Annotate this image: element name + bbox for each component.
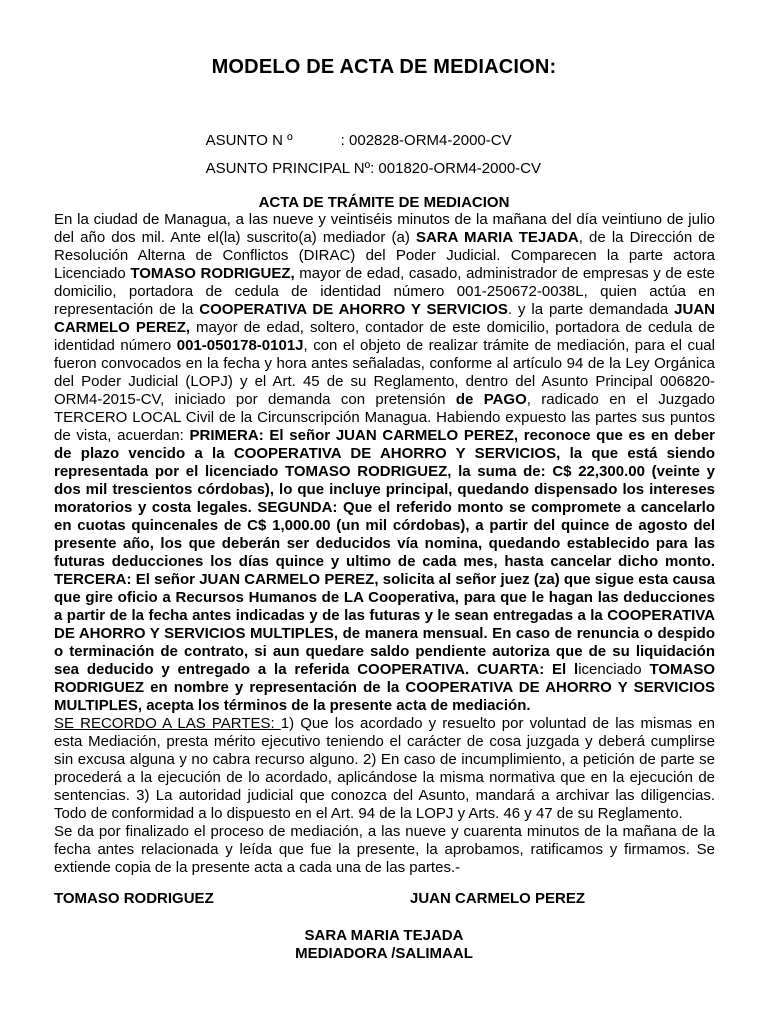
asunto-principal-value: 001820-ORM4-2000-CV [374,160,542,177]
mediator-signature-name: SARA MARIA TEJADA [304,927,464,944]
agreement-clauses: PRIMERA: El señor JUAN CARMELO PEREZ, reconoce que es en deber de plazo vencido a la COOPERATIVA DE AHORRO Y SERVICIOS, la que está siendo representada por el licenciado TOMASO RODRIGUEZ, la suma de: C$ 22,300.00 (veinte y dos mil trescientos córdobas), lo que incluye principal, quedando dispensado los intereses moratorios y costa legales. SEGUNDA: Que el referido monto se compromete a cancelarlo en cuotas quincenales de C$ 1,000.00 (un mil córdobas), a partir del quince de agosto del presente año, los que deberán ser deducidos vía nomina, quedando establecido para las futuras deducciones los días quince y ultimo de cada mes, hasta cancelar dicho monto. TERCERA: El señor JUAN CARMELO PEREZ, solicita al señor juez (za) que sigue esta causa que gire oficio a Recursos Humanos de LA Cooperativa, para que le hagan las deducciones a partir de la fecha antes indicadas y de las futuras y le sean entregadas a la COOPERATIVA DE AHORRO Y SERVICIOS MULTIPLES, de manera mensual. En caso de renuncia o despido o terminación de contrato, si aun quedare saldo pendiente autoriza que de su liquidación sea deducido y entregado a la referida COOPERATIVA. CUARTA: El l [54,427,715,678]
signature-right: JUAN CARMELO PEREZ [410,890,586,907]
id-number-inline: 001-050178-0101J [176,337,304,354]
actor-name-inline: TOMASO RODRIGUEZ, [130,265,295,282]
mediator-name-inline: SARA MARIA TEJADA [415,229,579,246]
text-segment: , radicado en el Juzgado TERCERO LOCAL Civil de la Circunscripción Managua. Habiendo expuesto las partes sus puntos de vista, acuerdan: [54,391,715,444]
closing-paragraph: Se da por finalizado el proceso de mediación, a las nueve y cuarenta minutos de la mañana de la fecha antes relacionada y leída que fue la presente, la aprobamos, ratificamos y firmamos. Se extiende copia de la presente acta a cada una de las partes.- [54,823,715,876]
acta-paragraph-main [54,211,715,823]
defendant-name-inline: JUAN CARMELO PEREZ, [54,301,716,336]
acta-subtitle: ACTA DE TRÁMITE DE MEDIACION [258,194,510,211]
document-title: MODELO DE ACTA DE MEDIACION: [211,56,557,78]
asunto-label: ASUNTO N º [205,132,293,149]
cooperative-name-inline: COOPERATIVA DE AHORRO Y SERVICIOS [199,301,508,318]
text-segment: , con el objeto de realizar trámite de mediación, para el cual fueron convocados en la fecha y hora antes señaladas, conforme al artículo 94 de la Ley Orgánica del Poder Judicial (LOPJ) y el Art. 45 de su Reglamento, dentro del Asunto Principal 006820-ORM4-2015-CV, iniciado por demanda con pretensión [54,337,715,408]
text-segment: mayor de edad, soltero, contador de este domicilio, portadora de cedula de identidad número [54,319,715,354]
text-segment: . y la parte demandada [507,301,675,318]
text-segment: mayor de edad, casado, administrador de empresas y de este domicilio, portadora de cedula de identidad número 001-250672-0038L, quien actúa en representación de la [54,265,715,318]
text-segment: icenciado [578,661,650,678]
signature-left: TOMASO RODRIGUEZ [54,890,214,907]
text-segment: , de la Dirección de Resolución Alterna de Conflictos (DIRAC) del Poder Judicial. Comparecen la parte actora Licenciado [54,229,715,282]
text-segment: En la ciudad de Managua, a las nueve y veintiséis minutos de la mañana del día veintiuno de julio del año dos mil. Ante el(la) suscrito(a) mediador (a) [54,211,715,246]
mediator-signature-role: MEDIADORA /SALIMAAL [295,945,473,962]
claim-type-inline: de PAGO [455,391,527,408]
reminder-text: 1) Que los acordado y resuelto por voluntad de las mismas en esta Mediación, presta mérito ejecutivo teniendo el carácter de cosa juzgada y deberá cumplirse sin excusa alguna y no cabra recurso alguno. 2) En caso de incumplimiento, a petición de parte se procederá a la ejecución de lo acordado, aplicándose la misma normativa que en la ejecución de sentencias. 3) La autoridad judicial que conozca del Asunto, mandará a archivar las diligencias. Todo de conformidad a lo dispuesto en el Art. 94 de la LOPJ y Arts. 46 y 47 de su Reglamento. [54,715,715,822]
reminder-heading: SE RECORDO A LAS PARTES: [54,715,281,732]
asunto-principal-line [189,143,541,194]
acta-body [54,211,715,877]
asunto-value: : 002828-ORM4-2000-CV [340,132,512,149]
agreement-acceptance: TOMASO RODRIGUEZ en nombre y representación de la COOPERATIVA DE AHORRO Y SERVICIOS MULTIPLES, acepta los términos de la presente acta de mediación. [54,661,715,714]
asunto-principal-label: ASUNTO PRINCIPAL Nº: [205,160,375,177]
